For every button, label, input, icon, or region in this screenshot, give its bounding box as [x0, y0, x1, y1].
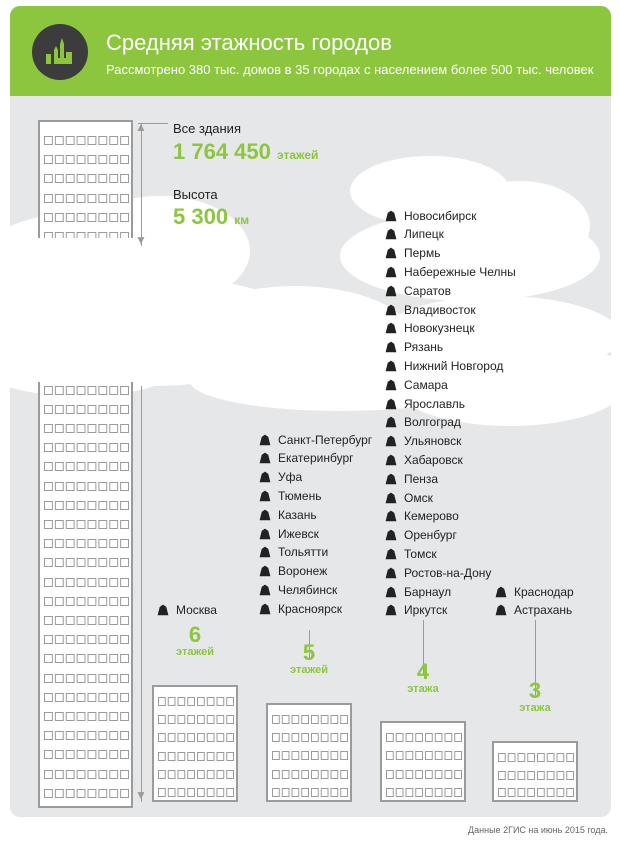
- city-name: Томск: [404, 546, 437, 561]
- city-name: Воронеж: [278, 564, 328, 579]
- window-row: [44, 382, 129, 390]
- motherland-icon: [384, 416, 398, 428]
- city-item: [384, 356, 503, 375]
- window-row: [44, 228, 129, 236]
- tent-icon: [258, 490, 272, 502]
- floor-count: 6: [188, 622, 202, 647]
- source-note: Данные 2ГИС на июнь 2015 года.: [468, 825, 608, 835]
- floor-count: 3: [528, 678, 542, 703]
- city-item: [384, 206, 476, 225]
- city-item: [384, 582, 451, 601]
- camel-icon: [258, 584, 272, 596]
- city-name: Новокузнецк: [404, 321, 475, 336]
- city-name: Пенза: [404, 471, 439, 486]
- ship-icon: [258, 546, 272, 558]
- arrow-down-icon: ▼: [135, 788, 147, 802]
- city-name: Тольятти: [278, 545, 329, 560]
- ornament-icon: [258, 528, 272, 540]
- window-row: [44, 516, 129, 524]
- city-name: Липецк: [404, 227, 444, 242]
- city-item: [384, 544, 437, 563]
- city-item: [384, 432, 461, 451]
- city-item: [258, 430, 372, 449]
- building-6-floors: [152, 685, 238, 802]
- window-row: [158, 784, 234, 792]
- window-row: [498, 749, 574, 757]
- deer-icon: [384, 360, 398, 372]
- city-item: [384, 563, 491, 582]
- city-item: [384, 526, 457, 545]
- crown-icon: [384, 435, 398, 447]
- floor-unit: этажей: [176, 646, 214, 658]
- city-name: Набережные Челны: [404, 264, 516, 279]
- building-5-floors: [266, 703, 352, 802]
- babr-icon: [384, 604, 398, 616]
- city-name: Омск: [404, 490, 433, 505]
- window-row: [44, 574, 129, 582]
- window-row: [272, 766, 348, 774]
- window-row: [272, 711, 348, 719]
- window-row: [386, 747, 462, 755]
- city-item: [258, 580, 337, 599]
- page-title: Средняя этажность городов: [106, 30, 392, 55]
- city-item: [384, 281, 451, 300]
- city-item: [384, 375, 448, 394]
- building-4-floors: [380, 721, 466, 802]
- city-name: Оренбург: [404, 528, 457, 543]
- page-subtitle: Рассмотрено 380 тыс. домов в 35 городах с населением более 500 тыс. человек: [106, 62, 594, 77]
- sheaf-icon: [384, 473, 398, 485]
- tree-icon: [384, 228, 398, 240]
- floor-unit: этажа: [519, 702, 551, 714]
- floor-unit: этажа: [407, 683, 439, 695]
- window-row: [386, 766, 462, 774]
- city-item: [258, 468, 302, 487]
- city-name: Иркутск: [404, 603, 448, 618]
- city-item: [384, 300, 476, 319]
- window-row: [272, 747, 348, 755]
- mountain-icon: [258, 452, 272, 464]
- floors-total: [173, 139, 318, 165]
- city-item: [384, 469, 438, 488]
- city-name: Санкт-Петербург: [278, 432, 373, 447]
- city-name: Барнаул: [404, 584, 452, 599]
- city-name: Екатеринбург: [278, 451, 354, 466]
- all-buildings-label: Все здания: [173, 121, 241, 136]
- city-name: Красноярск: [278, 601, 343, 616]
- height-total-value: 5 300: [173, 204, 229, 229]
- eagle-shield-icon: [384, 529, 398, 541]
- city-item: [156, 600, 217, 619]
- cloud-band: [30, 238, 150, 382]
- window-row: [44, 766, 129, 774]
- city-item: [384, 413, 461, 432]
- city-name: Ярославль: [404, 396, 466, 411]
- city-name: Пермь: [404, 246, 441, 261]
- window-row: [44, 401, 129, 409]
- window-row: [44, 209, 129, 217]
- bear-axe-icon: [384, 398, 398, 410]
- city-item: [258, 562, 327, 581]
- city-item: [384, 225, 444, 244]
- window-row: [386, 784, 462, 792]
- arrow-down-icon: ▼: [135, 233, 147, 247]
- window-row: [44, 612, 129, 620]
- height-total: [173, 204, 249, 230]
- window-row: [272, 729, 348, 737]
- city-name: Саратов: [404, 283, 451, 298]
- window-row: [44, 478, 129, 486]
- city-name: Казань: [278, 507, 317, 522]
- city-item: [258, 543, 328, 562]
- floors-total-unit: этажей: [277, 148, 319, 162]
- city-name: Москва: [176, 602, 217, 617]
- mountain-pile-icon: [384, 586, 398, 598]
- window-row: [44, 631, 129, 639]
- hammer-icon: [384, 322, 398, 334]
- window-row: [498, 784, 574, 792]
- city-name: Ростов-на-Дону: [404, 565, 492, 580]
- window-row: [158, 766, 234, 774]
- city-name: Самара: [404, 377, 448, 392]
- horse-run-icon: [384, 548, 398, 560]
- window-row: [44, 170, 129, 178]
- window-row: [44, 727, 129, 735]
- city-item: [258, 505, 317, 524]
- city-item: [384, 601, 447, 620]
- window-row: [44, 497, 129, 505]
- city-name: Тюмень: [278, 488, 322, 503]
- city-name: Рязань: [404, 340, 444, 355]
- window-row: [44, 708, 129, 716]
- window-row: [386, 729, 462, 737]
- window-row: [44, 151, 129, 159]
- city-item: [494, 601, 572, 620]
- pickaxe-icon: [384, 510, 398, 522]
- lion-icon: [258, 603, 272, 615]
- city-item: [384, 244, 440, 263]
- crossed-anchors-icon: [258, 434, 272, 446]
- height-arrow-bottom: [141, 386, 142, 802]
- window-row: [44, 689, 129, 697]
- city-name: Астрахань: [514, 603, 573, 618]
- fish-icon: [384, 285, 398, 297]
- window-row: [44, 746, 129, 754]
- dragon-icon: [258, 509, 272, 521]
- window-row: [44, 650, 129, 658]
- city-item: [258, 449, 354, 468]
- tower-icon: [384, 567, 398, 579]
- city-item: [494, 582, 574, 601]
- window-row: [44, 535, 129, 543]
- city-item: [258, 524, 319, 543]
- bird-icon: [384, 454, 398, 466]
- city-name: Уфа: [278, 470, 303, 485]
- city-name: Хабаровск: [404, 452, 463, 467]
- header-bar: [10, 6, 611, 96]
- window-row: [44, 190, 129, 198]
- window-row: [158, 693, 234, 701]
- window-row: [272, 784, 348, 792]
- window-row: [44, 439, 129, 447]
- window-row: [158, 748, 234, 756]
- window-row: [158, 729, 234, 737]
- city-name: Нижний Новгород: [404, 358, 504, 373]
- city-item: [258, 599, 342, 618]
- height-total-unit: км: [234, 213, 250, 227]
- eagle-icon: [258, 565, 272, 577]
- city-name: Краснодар: [514, 584, 574, 599]
- city-name: Ижевск: [278, 526, 319, 541]
- window-row: [44, 420, 129, 428]
- sable-icon: [384, 210, 398, 222]
- window-row: [44, 554, 129, 562]
- tiger-icon: [384, 304, 398, 316]
- city-item: [384, 262, 516, 281]
- building-3-floors: [492, 741, 578, 802]
- floor-count: 5: [302, 640, 316, 665]
- city-item: [258, 486, 321, 505]
- city-name: Ульяновск: [404, 434, 462, 449]
- arrow-up-icon: ▲: [135, 120, 147, 134]
- window-row: [498, 767, 574, 775]
- city-name: Челябинск: [278, 582, 338, 597]
- goat-icon: [384, 379, 398, 391]
- city-item: [384, 338, 443, 357]
- kremlin-icon: [156, 604, 170, 616]
- city-item: [384, 488, 433, 507]
- floor-unit: этажей: [290, 664, 328, 676]
- city-item: [384, 507, 459, 526]
- window-row: [44, 458, 129, 466]
- window-row: [44, 132, 129, 140]
- prince-icon: [384, 341, 398, 353]
- fortress-icon: [384, 492, 398, 504]
- sword-crown-icon: [494, 604, 508, 616]
- floor-count: 4: [416, 659, 430, 684]
- city-name: Владивосток: [404, 302, 476, 317]
- height-arrow-top: [141, 124, 142, 246]
- eagle-wings-icon: [494, 586, 508, 598]
- city-name: Новосибирск: [404, 208, 477, 223]
- city-skyline-icon: [32, 24, 88, 80]
- city-name: Волгоград: [404, 415, 461, 430]
- city-item: [384, 394, 465, 413]
- infographic-panel: [10, 6, 611, 817]
- floors-total-value: 1 764 450: [173, 139, 271, 164]
- window-row: [158, 711, 234, 719]
- tall-building: [38, 120, 133, 808]
- marten-icon: [258, 471, 272, 483]
- city-item: [384, 319, 475, 338]
- city-name: Кемерово: [404, 509, 459, 524]
- city-item: [384, 450, 463, 469]
- window-row: [44, 593, 129, 601]
- bear-icon: [384, 247, 398, 259]
- horse-icon: [384, 266, 398, 278]
- window-row: [44, 785, 129, 793]
- window-row: [44, 670, 129, 678]
- height-label: Высота: [173, 187, 218, 202]
